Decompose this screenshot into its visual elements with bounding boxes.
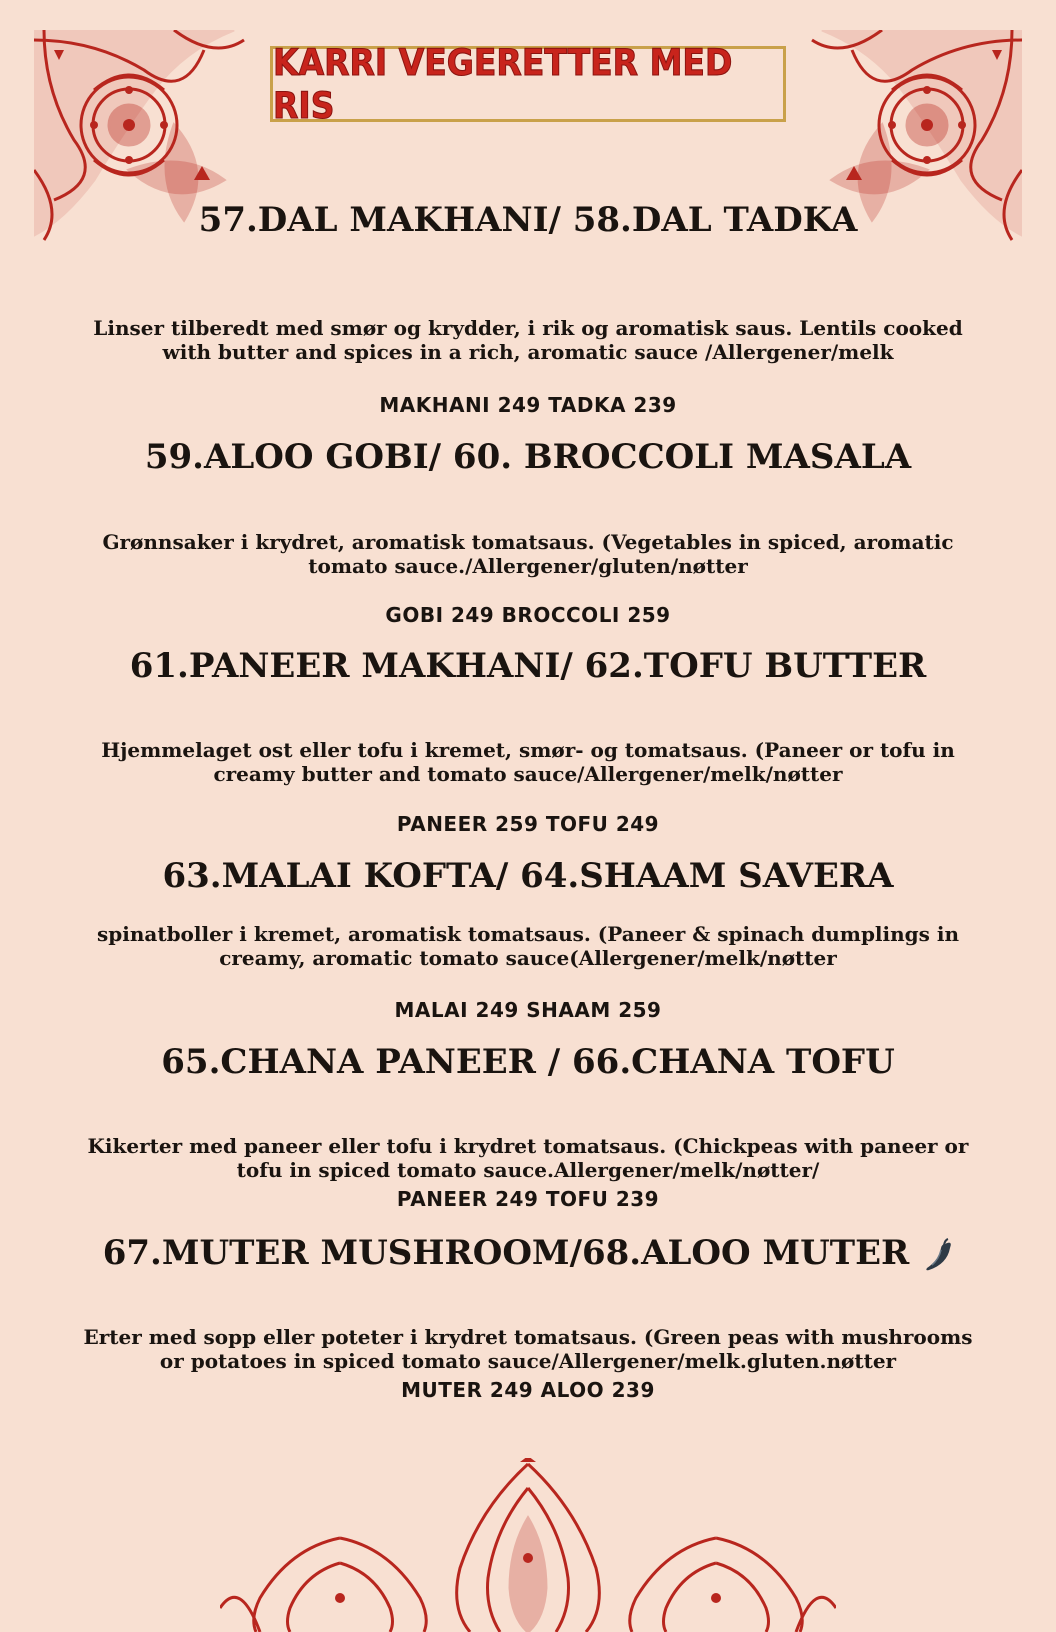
- dish-price-61-62: PANEER 259 TOFU 249: [396, 812, 660, 836]
- description-line: Linser tilberedt med smør og krydder, i rik og aromatisk saus. Lentils cooked: [93, 316, 963, 340]
- dish-description-63-64: [60, 922, 996, 970]
- page-title: KARRI VEGERETTER MED RIS: [273, 41, 733, 127]
- dish-name-63-64: 63.MALAI KOFTA/ 64.SHAAM SAVERA: [162, 856, 894, 896]
- dish-description-65-66: [60, 1134, 996, 1182]
- description-line: creamy butter and tomato sauce/Allergener/melk/nøtter: [213, 762, 843, 786]
- dish-price-57-58: MAKHANI 249 TADKA 239: [379, 393, 677, 417]
- dish-name-65-66: 65.CHANA PANEER / 66.CHANA TOFU: [161, 1042, 895, 1082]
- title-box: [270, 41, 786, 127]
- description-line: creamy, aromatic tomato sauce(Allergener/melk/nøtter: [219, 946, 837, 970]
- description-line: tofu in spiced tomato sauce.Allergener/melk/nøtter/: [236, 1158, 820, 1182]
- bottom-mandala-icon: [220, 1458, 836, 1632]
- description-line: Grønnsaker i krydret, aromatisk tomatsaus. (Vegetables in spiced, aromatic: [102, 530, 954, 554]
- description-line: with butter and spices in a rich, aromatic sauce /Allergener/melk: [162, 340, 894, 364]
- description-line: tomato sauce./Allergener/gluten/nøtter: [308, 554, 748, 578]
- description-line: spinatboller i kremet, aromatisk tomatsaus. (Paneer & spinach dumplings in: [96, 922, 960, 946]
- chili-pepper-icon: [923, 1238, 953, 1272]
- dish-description-61-62: [60, 738, 996, 786]
- dish-description-57-58: [60, 316, 996, 364]
- description-line: or potatoes in spiced tomato sauce/Allergener/melk.gluten.nøtter: [159, 1349, 897, 1373]
- dish-name-text: 67.MUTER MUSHROOM/68.ALOO MUTER: [102, 1233, 910, 1273]
- description-line: Erter med sopp eller poteter i krydret tomatsaus. (Green peas with mushrooms: [83, 1325, 973, 1349]
- dish-price-63-64: MALAI 249 SHAAM 259: [394, 998, 662, 1022]
- description-line: Hjemmelaget ost eller tofu i kremet, smør- og tomatsaus. (Paneer or tofu in: [101, 738, 955, 762]
- dish-description-67-68: [60, 1325, 996, 1373]
- dish-name-57-58: 57.DAL MAKHANI/ 58.DAL TADKA: [198, 200, 858, 240]
- dish-name-59-60: 59.ALOO GOBI/ 60. BROCCOLI MASALA: [144, 437, 912, 477]
- dish-price-67-68: MUTER 249 ALOO 239: [401, 1378, 655, 1402]
- dish-description-59-60: [60, 530, 996, 578]
- dish-price-65-66: PANEER 249 TOFU 239: [396, 1187, 660, 1211]
- dish-name-67-68: [60, 1233, 996, 1273]
- dish-price-59-60: GOBI 249 BROCCOLI 259: [385, 603, 671, 627]
- description-line: Kikerter med paneer eller tofu i krydret tomatsaus. (Chickpeas with paneer or: [87, 1134, 969, 1158]
- dish-name-61-62: 61.PANEER MAKHANI/ 62.TOFU BUTTER: [129, 646, 927, 686]
